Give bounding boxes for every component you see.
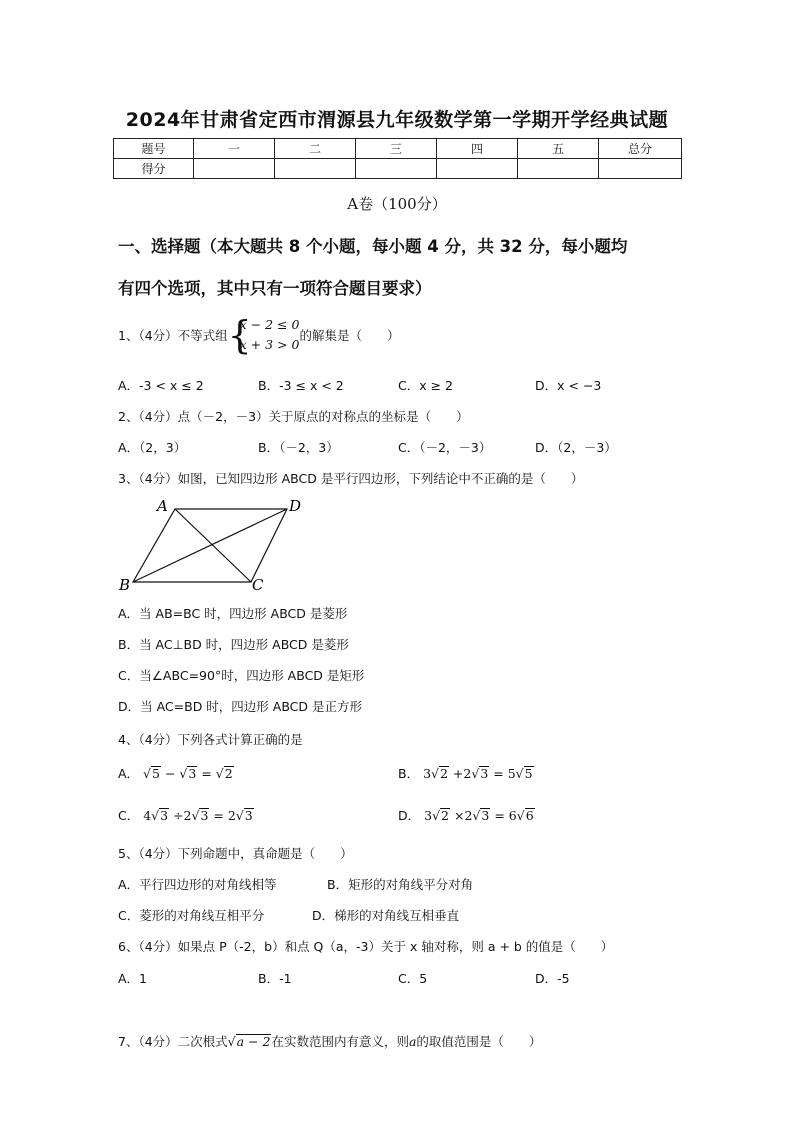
score-header-cell: 一 [194,139,275,159]
inequality-system [228,315,300,355]
score-header-cell: 四 [437,139,518,159]
question-3: 3、（4分）如图，已知四边形 ABCD 是平行四边形，下列结论中不正确的是（ ） [118,471,584,486]
radicand: 3 [200,808,209,823]
equals: = [201,766,212,781]
option-label: B． [398,766,420,781]
operator: ×2 [453,808,473,823]
question-1-suffix: 的解集是（ ） [299,328,400,343]
radicand: 3 [244,808,253,823]
operator: +2 [452,766,472,781]
question-7-suffix: 的取值范围是（ ） [416,1034,542,1049]
sqrt-icon: √ [471,766,480,781]
q4-option-c[interactable] [118,806,254,824]
question-1-prefix: 1、（4分）不等式组 [118,328,228,343]
page-title: 2024年甘肃省定西市渭源县九年级数学第一学期开学经典试题 [125,109,669,131]
coefficient: 3 [423,766,432,781]
sqrt-icon: √ [215,766,224,781]
equals: = 5 [493,766,516,781]
score-cell [275,159,356,179]
q3-option-b[interactable]: B．当 AC⊥BD 时，四边形 ABCD 是菱形 [118,637,349,652]
radicand: a − 2 [236,1034,271,1049]
score-row-label: 得分 [114,159,194,179]
sqrt-icon: √ [151,808,160,823]
coefficient: 4 [143,808,152,823]
question-4: 4、（4分）下列各式计算正确的是 [118,732,303,747]
operator: ÷2 [173,808,192,823]
q5-option-a[interactable]: A．平行四边形的对角线相等 [118,877,277,892]
equals: = 2 [213,808,236,823]
sqrt-icon: √ [143,766,152,781]
score-cell [437,159,518,179]
radicand: 2 [224,766,233,781]
q1-option-a[interactable]: A．-3 < x ≤ 2 [118,378,204,393]
question-5: 5、（4分）下列命题中，真命题是（ ） [118,846,353,861]
sqrt-icon: √ [431,766,439,781]
q1-option-b[interactable]: B．-3 ≤ x < 2 [258,378,344,393]
question-7-middle: 在实数范围内有意义，则 [271,1034,409,1049]
radicand: 3 [480,766,489,781]
brace-symbol: { [227,313,252,357]
score-cell [356,159,437,179]
score-cell [599,159,682,179]
q3-option-a[interactable]: A．当 AB=BC 时，四边形 ABCD 是菱形 [118,606,348,621]
q2-option-b[interactable]: B．（－2，3） [258,440,339,455]
q2-option-c[interactable]: C．（－2，－3） [398,440,492,455]
question-6: 6、（4分）如果点 P（-2，b）和点 Q（a，-3）关于 x 轴对称，则 a + b 的值是（ ） [118,939,614,954]
question-2: 2、（4分）点（－2，－3）关于原点的对称点的坐标是（ ） [118,409,469,424]
option-label: A． [118,766,140,781]
q5-option-c[interactable]: C．菱形的对角线互相平分 [118,908,265,923]
q5-option-b[interactable]: B．矩形的对角线平分对角 [327,877,474,892]
vertex-label-c: C [252,576,264,594]
q2-option-a[interactable]: A．（2，3） [118,440,187,455]
radicand: 3 [481,808,490,823]
q3-option-c[interactable]: C．当∠ABC=90°时，四边形 ABCD 是矩形 [118,668,365,683]
radicand: 2 [439,766,448,781]
q6-option-c[interactable]: C．5 [398,971,428,986]
vertex-label-d: D [289,497,302,515]
inequality-1: x − 2 ≤ 0 [239,317,300,332]
volume-heading: A卷（100分） [347,195,447,213]
sqrt-icon: √ [515,766,524,781]
sqrt-icon: √ [516,808,525,823]
score-header-cell: 总分 [599,139,682,159]
q3-option-d[interactable]: D．当 AC=BD 时，四边形 ABCD 是正方形 [118,699,363,714]
radicand: 6 [525,808,534,823]
radicand: 5 [524,766,533,781]
section-heading-line2: 有四个选项，其中只有一项符合题目要求） [118,279,432,298]
score-table [113,138,682,179]
q2-option-d[interactable]: D．（2，－3） [535,440,617,455]
sqrt-icon: √ [227,1034,236,1049]
question-7-prefix: 7、（4分）二次根式 [118,1034,228,1049]
q5-option-d[interactable]: D．梯形的对角线互相垂直 [312,908,460,923]
score-cell [518,159,599,179]
sqrt-icon: √ [235,808,244,823]
parallelogram-figure [115,495,315,595]
q4-option-d[interactable] [398,806,535,824]
equals: = 6 [494,808,517,823]
radicand: 5 [152,766,160,781]
radicand: 3 [160,808,169,823]
option-label: D． [398,808,421,823]
sqrt-icon: √ [179,766,188,781]
score-table-header-row [114,139,682,159]
vertex-label-b: B [119,576,131,594]
score-header-cell: 二 [275,139,356,159]
q4-option-a[interactable] [118,764,234,782]
sqrt-icon: √ [432,808,441,823]
q6-option-b[interactable]: B．-1 [258,971,292,986]
sqrt-icon: √ [472,808,481,823]
radicand: 3 [188,766,197,781]
diagonal-ac [175,509,251,582]
score-cell [194,159,275,179]
section-heading-line1: 一、选择题（本大题共 8 个小题，每小题 4 分，共 32 分，每小题均 [118,237,628,256]
diagonal-bd [133,509,287,582]
q1-option-d[interactable]: D．x < −3 [535,378,602,393]
score-header-cell: 五 [518,139,599,159]
operator: − [164,766,176,781]
q6-option-a[interactable]: A．1 [118,971,148,986]
option-label: C． [118,808,140,823]
radicand: 2 [441,808,449,823]
q1-option-c[interactable]: C．x ≥ 2 [398,378,453,393]
score-table-score-row [114,159,682,179]
variable: a [408,1034,417,1049]
question-7 [118,1032,541,1050]
q4-option-b[interactable] [398,764,534,782]
sqrt-icon: √ [191,808,200,823]
inequality-2: x + 3 > 0 [239,337,300,352]
coefficient: 3 [424,808,433,823]
q6-option-d[interactable]: D．-5 [535,971,570,986]
question-1 [118,315,399,355]
score-header-cell: 题号 [114,139,194,159]
score-header-cell: 三 [356,139,437,159]
vertex-label-a: A [157,497,168,515]
